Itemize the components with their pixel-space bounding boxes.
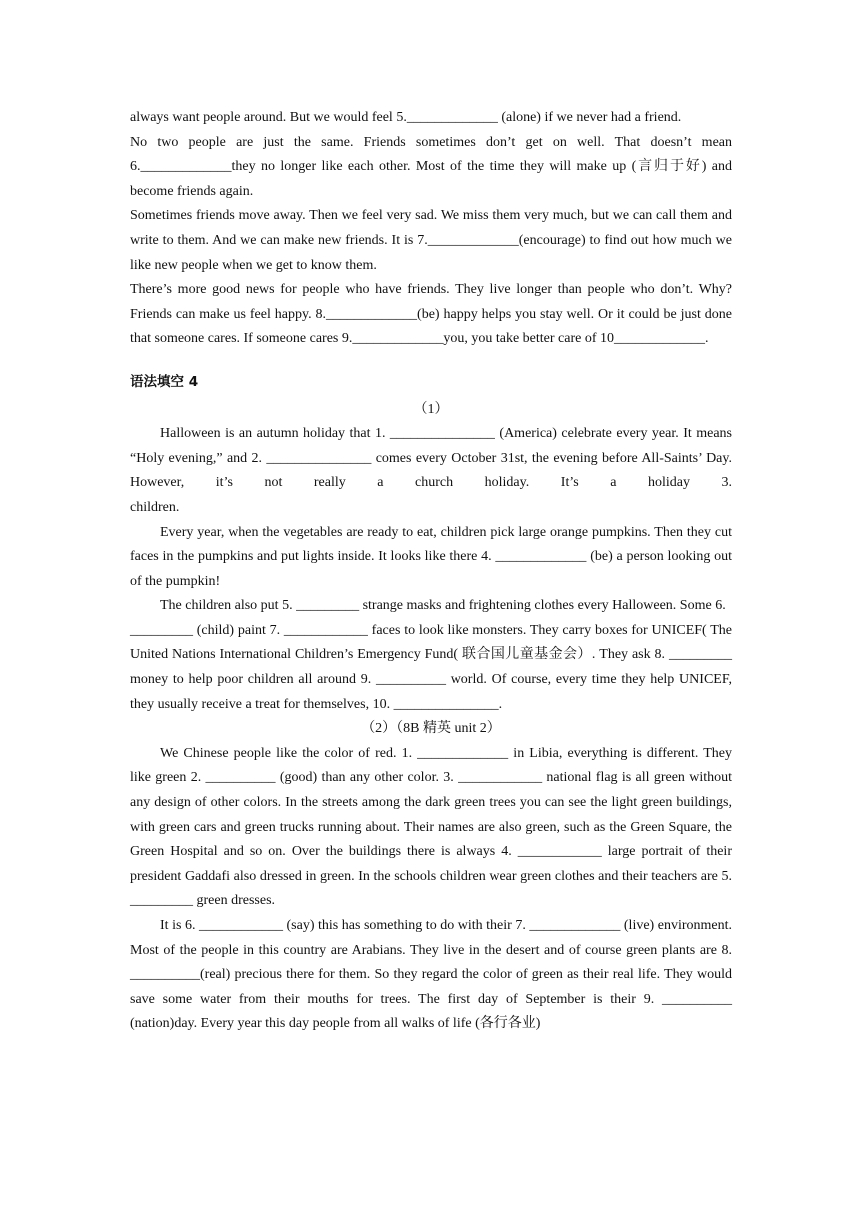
document-page <box>130 106 732 1037</box>
part1-label: （1） <box>413 401 449 417</box>
part1-paragraph-3-continued: _________ (child) paint 7. ____________ faces to look like monsters. They carry boxes for UNICEF( The United Nations International Children’s Emergency Fund( 联合国儿童基金会）. They ask 8. _________ money to help poor children all around 9. __________ world. Of course, every time they help UNICEF, they usually receive a treat for themselves, 10. _______________. <box>130 622 732 712</box>
passage-line-1: always want people around. But we would feel 5._____________ (alone) if we never had a friend. <box>130 110 682 125</box>
spacer <box>130 352 732 370</box>
passage-paragraph-2: No two people are just the same. Friends sometimes don’t get on well. That doesn’t mean 6._____________they no longer like each other. Most of the time they will make up (言归于好) and become friends again. <box>130 134 732 199</box>
part2-label: （2）（8B 精英 unit 2） <box>361 721 501 737</box>
passage-paragraph-3: Sometimes friends move away. Then we feel very sad. We miss them very much, but we can call them and write to them. And we can make new friends. It is 7._____________(encourage) to find out how much we like new people when we get to know them. <box>130 208 732 273</box>
part1-paragraph-3: The children also put 5. _________ strange masks and frightening clothes every Halloween. Some 6. <box>160 598 726 614</box>
part1-paragraph-2: Every year, when the vegetables are ready to eat, children pick large orange pumpkins. Then they cut faces in the pumpkins and put lights inside. It looks like there 4. _____________ (be) a person looking out of the pumpkin! <box>130 524 732 589</box>
part2-paragraph-2: It is 6. ____________ (say) this has something to do with their 7. _____________ (live) environment. Most of the people in this country are Arabians. They live in the desert and of course green plants are 8. __________(real) precious there for them. So they regard the color of green as their real life. They would save some water from their mouths for trees. The first day of September is their 9. __________ (nation)day. Every year this day people from all walks of life (各行各业) <box>130 918 732 1032</box>
part2-paragraph-1: We Chinese people like the color of red. 1. _____________ in Libia, everything is different. They like green 2. __________ (good) than any other color. 3. ____________ national flag is all green without any design of other colors. In the streets among the dark green trees you can see the light green buildings, with green cars and green trucks running about. Their names are also green, such as the Green Square, the Green Hospital and so on. Over the buildings there is always 4. ____________ large portrait of their president Gaddafi also dressed in green. In the schools children wear green clothes and their teachers are 5. _________ green dresses. <box>130 745 732 909</box>
passage-paragraph-4: There’s more good news for people who have friends. They live longer than people who don’t. Why? Friends can make us feel happy. 8._____________(be) happy helps you stay well. Or it could be just done that someone cares. If someone cares 9._____________you, you take better care of 10_____________. <box>130 282 732 347</box>
part1-paragraph-1: Halloween is an autumn holiday that 1. _______________ (America) celebrate every year. It means “Holy evening,” and 2. _______________ comes every October 31st, the evening before All-Saints’ Day. However, it’s not really a church holiday. It’s a holiday 3. <box>130 426 732 491</box>
section-title: 语法填空 4 <box>130 373 199 390</box>
part1-paragraph-1-end: children. <box>130 499 180 515</box>
